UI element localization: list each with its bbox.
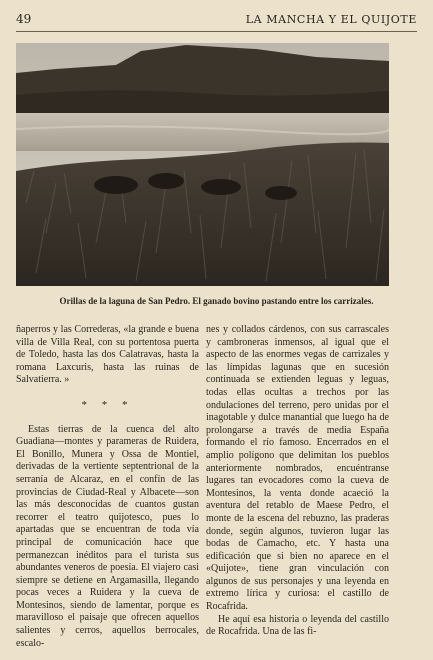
photo-caption: Orillas de la laguna de San Pedro. El ganado bovino pastando entre los carrizales.	[59, 296, 374, 306]
left-column	[16, 324, 199, 650]
right-paragraph-1: nes y collados cárdenos, con sus carrascales y cambroneras inmensos, al igual que el aspecto de las enormes vegas de carrizales y las límpidas lagunas que en sucesión continuada se extienden leguas y leguas, todas ellas ocultas a trechos por las ondulaciones del terreno, pero unidas por el inagotable y dulce manantial que luego ha de prolongarse a través de media España formando el río famoso. Encerrados en el amplio polígono que delimitan los pueblos anteriormente nombrados, encuéntranse lugares tan evocadores como la cueva de Montesinos, la venta donde acaeció la aventura del retablo de Maese Pedro, el monte de la escena del rebuzno, las praderas donde, según algunos, tuvieron lugar las bodas de Camacho, etc. Y hasta una edificación que si bien no aparece en el «Quijote», tiene gran vinculación con algunos de sus personajes y una leyenda en extremo lírica y curiosa: el castillo de Rocafrida.	[206, 324, 389, 613]
running-head: LA MANCHA Y EL QUIJOTE	[245, 13, 417, 26]
lagoon-photograph	[16, 43, 389, 286]
header-rule	[16, 31, 417, 32]
right-column	[206, 324, 389, 639]
left-paragraph-2: Estas tierras de la cuenca del alto Guadiana—montes y parameras de Ruidera, El Bonillo, Munera y Ossa de Montiel, derivadas de la vertiente septentrional de la serranía de Alcaraz, en el confín de las provincias de Ciudad-Real y Albacete—son las más desconocidas de cuantos gustan recorrer el teatro quijotesco, pues lo apartadas que se encuentran de toda vía principal de comunicación hace que permanezcan inéditos para el turista sus abundantes veneros de poesía. El viajero casi siempre se detiene en Argamasilla, llegando pocas veces a Ruidera y la cueva de Montesinos, siendo de lamentar, porque es maravilloso el paisaje que ofrecen aquellos salientes y cerros, aquellos berrocales, escalo-	[16, 423, 199, 649]
page-number: 49	[16, 12, 32, 26]
left-paragraph-1: ñaperros y las Correderas, «la grande e buena villa de Villa Real, con su portentosa puerta de Toledo, hasta las dos Calatravas, hasta la romana Laxcuris, hasta las ruinas de Salvatierra. »	[16, 324, 199, 386]
right-paragraph-2: He aquí esa historia o leyenda del castillo de Rocafrida. Una de las fi-	[206, 613, 389, 638]
section-asterisks: * * *	[81, 398, 134, 411]
